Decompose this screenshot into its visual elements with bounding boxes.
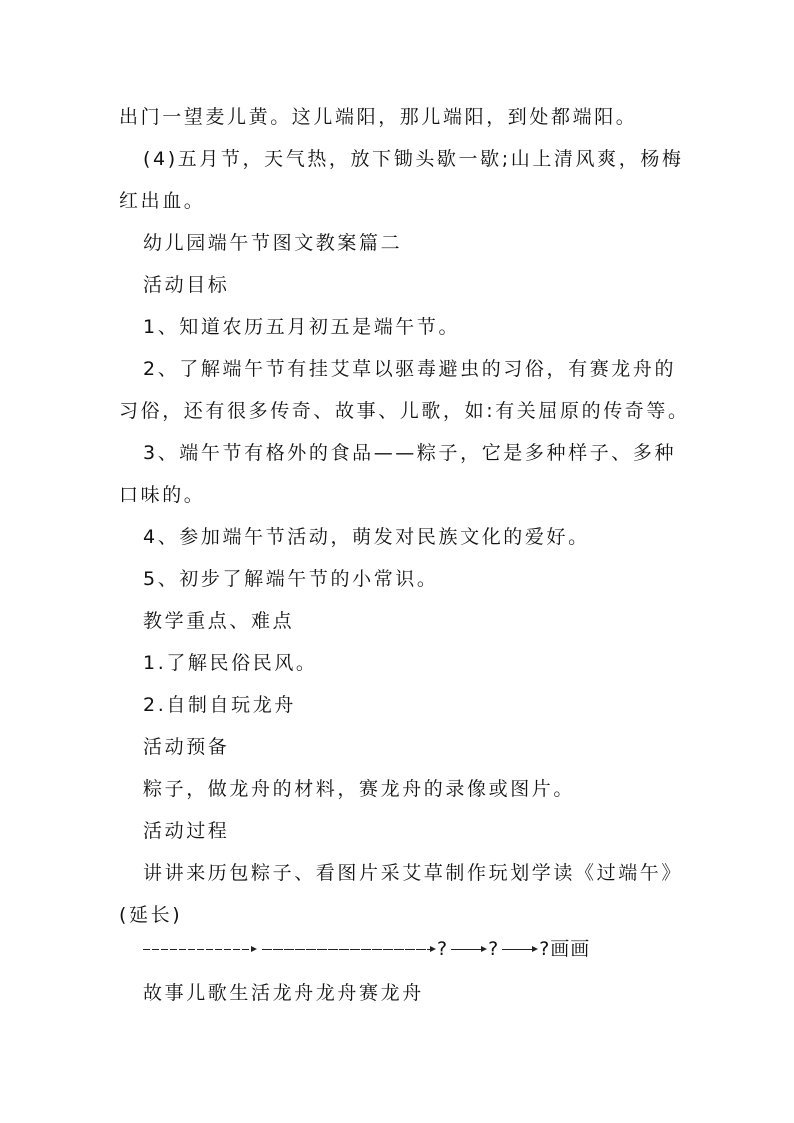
list-item: 4、参加端午节活动，萌发对民族文化的爱好。 (143, 526, 590, 548)
text-line: 红出血。 (119, 190, 206, 212)
list-item: 5、初步了解端午节的小常识。 (143, 568, 439, 590)
text-line: 习俗，还有很多传奇、故事、儿歌，如:有关屈原的传奇等。 (119, 400, 690, 422)
flow-end-label: ?画画 (539, 938, 591, 960)
section-heading: 幼儿园端午节图文教案篇二 (143, 232, 403, 254)
text-line: 口味的。 (119, 484, 206, 506)
text-line: 讲讲来历包粽子、看图片采艾草制作玩划学读《过端午》 (143, 862, 684, 884)
arrow-connector (502, 949, 536, 950)
subheading: 活动过程 (143, 820, 230, 842)
arrow-connector (143, 949, 255, 950)
list-item: 1.了解民俗民风。 (143, 652, 318, 674)
text-line: 故事儿歌生活龙舟龙舟赛龙舟 (143, 982, 424, 1004)
list-item: 2、了解端午节有挂艾草以驱毒避虫的习俗，有赛龙舟的 (143, 358, 677, 380)
arrow-connector (262, 949, 434, 950)
flow-step-marker: ? (437, 938, 449, 960)
text-line: 出门一望麦儿黄。这儿端阳，那儿端阳，到处都端阳。 (119, 106, 638, 128)
list-item: 2.自制自玩龙舟 (143, 694, 296, 716)
subheading: 活动预备 (143, 736, 230, 758)
list-item: 3、端午节有格外的食品——粽子，它是多种样子、多种 (143, 442, 677, 464)
subheading: 教学重点、难点 (143, 610, 295, 632)
list-item: 1、知道农历五月初五是端午节。 (143, 316, 461, 338)
flow-step-marker: ? (488, 938, 500, 960)
text-line: (延长) (119, 904, 183, 926)
subheading: 活动目标 (143, 274, 230, 296)
arrow-connector (451, 949, 485, 950)
process-flow-row (143, 937, 590, 961)
text-line: 粽子，做龙舟的材料，赛龙舟的录像或图片。 (143, 778, 576, 800)
text-line: (4)五月节，天气热，放下锄头歇一歇;山上清风爽，杨梅 (143, 148, 684, 170)
